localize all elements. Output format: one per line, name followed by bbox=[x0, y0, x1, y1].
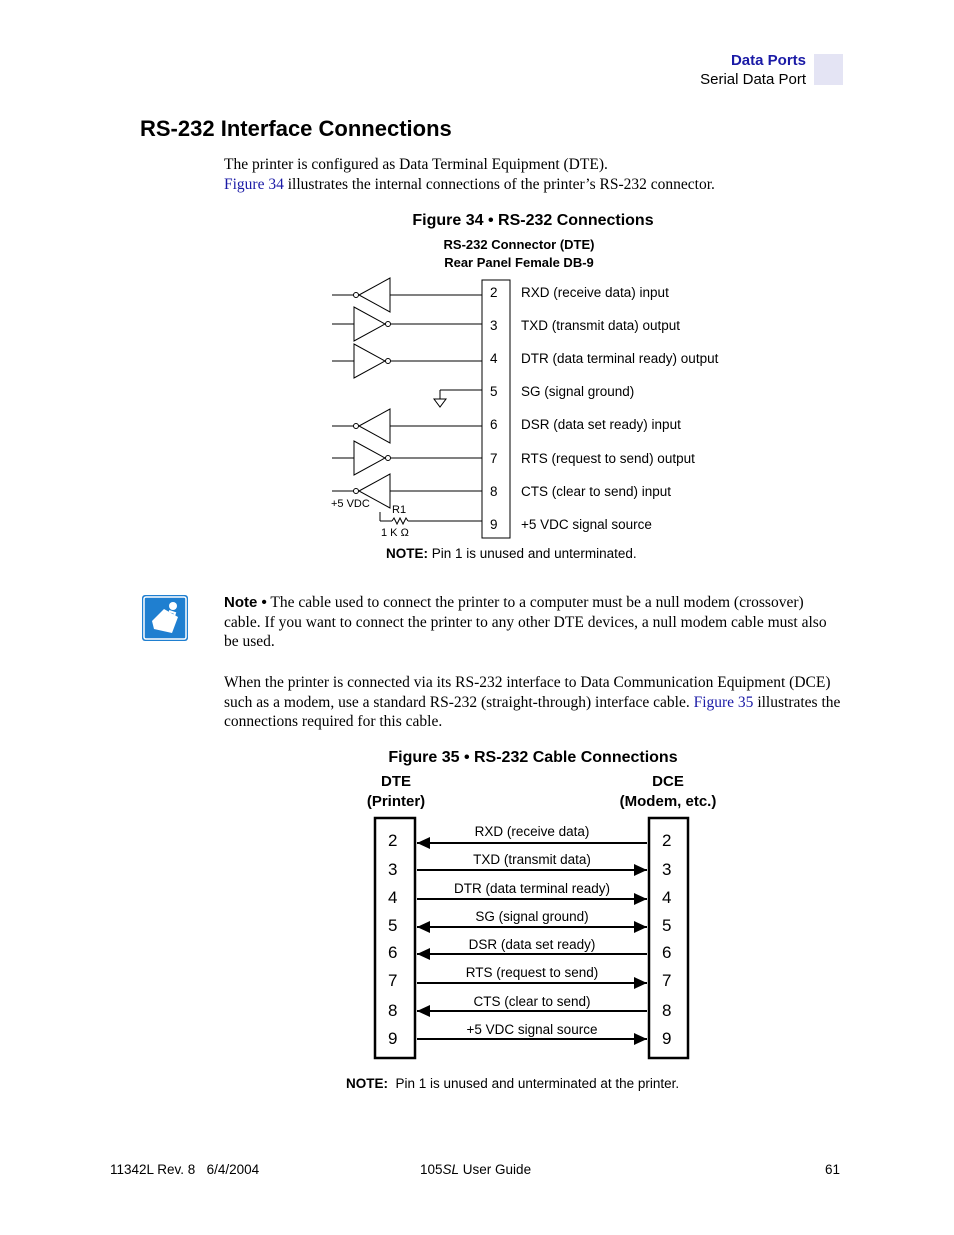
dte-subtitle: (Printer) bbox=[366, 793, 426, 810]
figure34-caption: Figure 34 • RS-232 Connections bbox=[412, 212, 654, 229]
pin-label: +5 VDC signal source bbox=[521, 517, 652, 532]
intro-line2-text: illustrates the internal connections of the printer’s RS-232 connector. bbox=[283, 175, 715, 193]
footer-doc: 11342L Rev. 8 6/4/2004 bbox=[110, 1162, 260, 1177]
dce-pin-number: 4 bbox=[662, 888, 672, 907]
intro-line1: The printer is configured as Data Terminal Equipment (DTE). bbox=[224, 156, 608, 173]
footer-page: 61 bbox=[825, 1162, 841, 1177]
dce-pin-number: 8 bbox=[662, 1001, 672, 1020]
dte-pin-number: 4 bbox=[388, 888, 398, 907]
pin-label: CTS (clear to send) input bbox=[521, 484, 672, 499]
signal-label: TXD (transmit data) bbox=[473, 852, 591, 867]
dte-pin-number: 7 bbox=[388, 971, 398, 990]
figure34-note-text: Pin 1 is unused and unterminated. bbox=[428, 546, 637, 561]
dte-connector-box bbox=[375, 818, 415, 1058]
dce-text: When the printer is connected via its RS-232 interface to Data Communication Equipment (DCE) such as a modem, use a standard RS-232 (straight-through) interface cable. bbox=[224, 674, 831, 711]
page-title: RS-232 Interface Connections bbox=[140, 116, 452, 141]
signal-label: DSR (data set ready) bbox=[468, 937, 596, 952]
dce-subtitle: (Modem, etc.) bbox=[619, 793, 717, 810]
pin-label: RTS (request to send) output bbox=[521, 451, 695, 466]
figure34-note-bold: NOTE: bbox=[386, 546, 428, 561]
dce-title: DCE bbox=[652, 773, 684, 790]
pin-number: 4 bbox=[490, 351, 498, 366]
footer-guide-pre: 105 bbox=[420, 1162, 443, 1177]
footer-guide-post: User Guide bbox=[459, 1162, 532, 1177]
signal-label: +5 VDC signal source bbox=[466, 1022, 598, 1037]
resistor-value: 1 K Ω bbox=[381, 527, 409, 539]
figure35-link[interactable]: Figure 35 bbox=[693, 693, 754, 711]
figure34-link[interactable]: Figure 34 bbox=[224, 175, 284, 193]
dce-pin-number: 3 bbox=[662, 860, 672, 879]
dte-pin-number: 8 bbox=[388, 1001, 398, 1020]
pin-number: 2 bbox=[490, 285, 498, 300]
pin-label: DTR (data terminal ready) output bbox=[521, 351, 719, 366]
note-bold: Note • bbox=[224, 594, 267, 611]
dte-pin-number: 6 bbox=[388, 943, 398, 962]
figure35-note-text: Pin 1 is unused and unterminated at the printer. bbox=[388, 1076, 680, 1091]
pin-label: TXD (transmit data) output bbox=[521, 318, 681, 333]
dte-pin-number: 3 bbox=[388, 860, 398, 879]
footer-guide bbox=[420, 1162, 531, 1177]
dce-pin-number: 2 bbox=[662, 831, 672, 850]
pin-number: 9 bbox=[490, 517, 498, 532]
dte-pin-number: 9 bbox=[388, 1029, 398, 1048]
pin-number: 3 bbox=[490, 318, 498, 333]
dce-pin-number: 5 bbox=[662, 916, 672, 935]
dce-connector-box bbox=[649, 818, 688, 1058]
pin-label: DSR (data set ready) input bbox=[521, 417, 681, 432]
dce-pin-number: 7 bbox=[662, 971, 672, 990]
dce-text2: illustrates the connections required for this cable. bbox=[224, 693, 841, 730]
signal-label: SG (signal ground) bbox=[475, 909, 589, 924]
dte-pin-number: 5 bbox=[388, 916, 398, 935]
pin-number: 5 bbox=[490, 384, 498, 399]
figure35-note bbox=[346, 1076, 679, 1091]
pin-number: 7 bbox=[490, 451, 498, 466]
figure34-subtitle2: Rear Panel Female DB-9 bbox=[444, 255, 594, 270]
pin-label: SG (signal ground) bbox=[521, 384, 635, 399]
dte-pin-number: 2 bbox=[388, 831, 398, 850]
resistor-label: R1 bbox=[392, 504, 407, 516]
header-subsection: Serial Data Port bbox=[700, 71, 806, 88]
figure35-note-bold: NOTE: bbox=[346, 1076, 388, 1091]
dce-pin-number: 9 bbox=[662, 1029, 672, 1048]
header-section: Data Ports bbox=[730, 52, 806, 69]
figure35-caption: Figure 35 • RS-232 Cable Connections bbox=[388, 749, 678, 766]
signal-label: RTS (request to send) bbox=[465, 965, 599, 980]
figure34-subtitle1: RS-232 Connector (DTE) bbox=[443, 237, 595, 252]
signal-label: DTR (data terminal ready) bbox=[453, 881, 611, 896]
footer-guide-model: SL bbox=[442, 1162, 460, 1177]
vdc-label: +5 VDC bbox=[331, 498, 370, 510]
note-text: The cable used to connect the printer to a computer must be a null modem (crossover) cable. If you want to connect the printer to any other DTE devices, a null modem cable must also be used. bbox=[224, 594, 827, 650]
pin-number: 8 bbox=[490, 484, 498, 499]
signal-label: RXD (receive data) bbox=[474, 824, 590, 839]
dte-title: DTE bbox=[381, 773, 411, 790]
pin-number: 6 bbox=[490, 417, 498, 432]
signal-label: CTS (clear to send) bbox=[473, 994, 591, 1009]
dce-pin-number: 6 bbox=[662, 943, 672, 962]
pin-label: RXD (receive data) input bbox=[521, 285, 669, 300]
